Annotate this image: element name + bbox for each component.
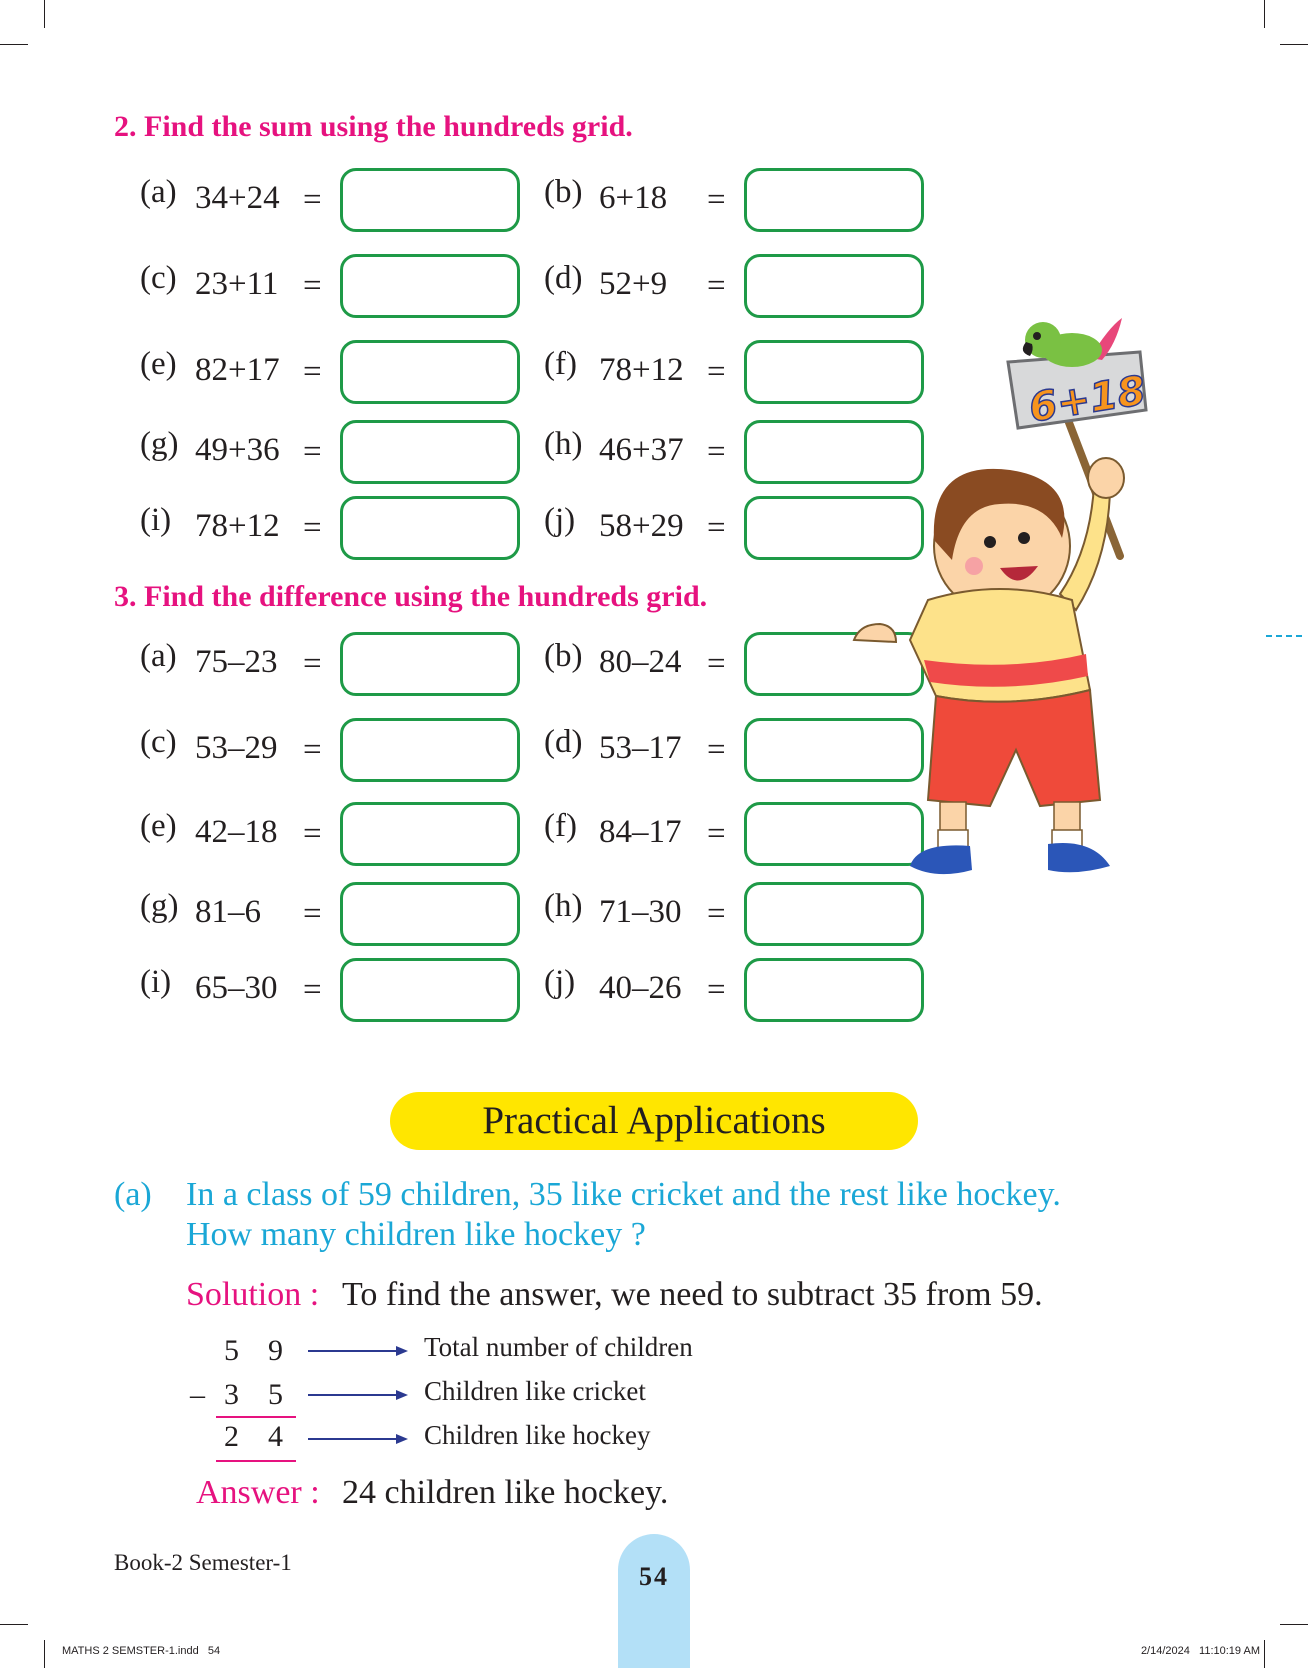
equals-sign: = (303, 510, 322, 546)
q3-heading: 3. Find the difference using the hundreds grid. (114, 580, 708, 613)
calc-row1-tens: 5 (224, 1334, 239, 1367)
item-expression: 49+36 (195, 432, 280, 468)
calc-row2-ones: 5 (268, 1378, 283, 1411)
answer-box[interactable] (340, 882, 520, 946)
boy-shoe-left (910, 845, 972, 874)
question-text-line2: How many children like hockey ? (186, 1216, 646, 1253)
print-timestamp: 2/14/2024 11:10:19 AM (1140, 1645, 1260, 1657)
boy-sock-left (938, 830, 968, 848)
q3-item-g (140, 882, 540, 946)
equals-sign: = (707, 816, 726, 852)
answer-box[interactable] (744, 254, 924, 318)
crop-mark (44, 1640, 45, 1668)
equals-sign: = (303, 434, 322, 470)
item-label: (e) (140, 808, 177, 844)
item-expression: 40–26 (599, 970, 682, 1006)
raised-hand (1088, 458, 1124, 498)
boy-with-sign-illustration (840, 310, 1150, 910)
answer-box[interactable] (744, 958, 924, 1022)
item-label: (a) (140, 174, 177, 210)
desc-hockey: Children like hockey (424, 1420, 651, 1450)
item-expression: 34+24 (195, 180, 280, 216)
item-label: (g) (140, 888, 179, 924)
calc-row2-tens: 3 (224, 1378, 239, 1411)
boy-shorts (928, 690, 1100, 806)
q2-item-g (140, 420, 540, 484)
answer-label: Answer : (196, 1474, 320, 1511)
arrow-right-icon (396, 1346, 408, 1356)
item-expression: 84–17 (599, 814, 682, 850)
boy-eye-right (1018, 532, 1030, 544)
item-label: (f) (544, 808, 577, 844)
practical-applications-banner: Practical Applications (390, 1092, 918, 1150)
q3-item-i (140, 958, 540, 1022)
item-label: (j) (544, 502, 576, 538)
item-label: (g) (140, 426, 179, 462)
crop-mark (1280, 1624, 1308, 1625)
item-expression: 78+12 (195, 508, 280, 544)
answer-box[interactable] (744, 168, 924, 232)
question-text-line1: In a class of 59 children, 35 like cricket and the rest like hockey. (186, 1176, 1061, 1213)
equals-sign: = (303, 268, 322, 304)
item-label: (d) (544, 260, 583, 296)
item-expression: 23+11 (195, 266, 279, 302)
q2-item-c (140, 254, 540, 318)
equals-sign: = (303, 896, 322, 932)
answer-box[interactable] (340, 958, 520, 1022)
q2-item-d (544, 254, 944, 318)
item-expression: 82+17 (195, 352, 280, 388)
answer-box[interactable] (340, 420, 520, 484)
item-label: (c) (140, 724, 177, 760)
item-label: (b) (544, 638, 583, 674)
calc-row1-ones: 9 (268, 1334, 283, 1367)
arrow-line (308, 1394, 398, 1396)
q3-item-j (544, 958, 944, 1022)
registration-dash (1266, 635, 1302, 637)
boy-eye-left (984, 536, 996, 548)
answer-box[interactable] (340, 718, 520, 782)
calc-row3-ones: 4 (268, 1420, 283, 1453)
item-expression: 6+18 (599, 180, 668, 216)
solution-text: To find the answer, we need to subtract 35 from 59. (342, 1276, 1043, 1313)
subtraction-calculation (180, 1330, 740, 1470)
arrow-line (308, 1438, 398, 1440)
item-label: (d) (544, 724, 583, 760)
equals-sign: = (303, 182, 322, 218)
item-label: (i) (140, 502, 172, 538)
book-label: Book-2 Semester-1 (114, 1550, 292, 1575)
file-slug: MATHS 2 SEMSTER-1.indd 54 (62, 1645, 221, 1657)
sign-text: 6+18 (1025, 367, 1149, 432)
arrow-line (308, 1350, 398, 1352)
boy-hand-on-box (854, 624, 896, 642)
q3-item-e (140, 802, 540, 866)
crop-mark (1264, 1640, 1265, 1668)
item-expression: 52+9 (599, 266, 668, 302)
item-expression: 80–24 (599, 644, 682, 680)
calc-row3-tens: 2 (224, 1420, 239, 1453)
q2-heading: 2. Find the sum using the hundreds grid. (114, 110, 633, 143)
calc-rule-top (216, 1416, 296, 1418)
arrow-right-icon (396, 1434, 408, 1444)
answer-box[interactable] (340, 168, 520, 232)
crop-mark (1264, 0, 1265, 28)
equals-sign: = (707, 732, 726, 768)
calc-minus-sign: – (190, 1378, 205, 1411)
equals-sign: = (303, 354, 322, 390)
answer-box[interactable] (340, 496, 520, 560)
crop-mark (1280, 44, 1308, 45)
q2-item-b (544, 168, 944, 232)
item-label: (e) (140, 346, 177, 382)
boy-shoe-right (1048, 843, 1110, 872)
answer-box[interactable] (340, 632, 520, 696)
boy-cheek (965, 557, 983, 575)
equals-sign: = (303, 732, 322, 768)
equals-sign: = (707, 354, 726, 390)
equals-sign: = (707, 510, 726, 546)
equals-sign: = (707, 646, 726, 682)
item-label: (a) (140, 638, 177, 674)
question-label: (a) (114, 1176, 152, 1213)
q2-item-i (140, 496, 540, 560)
q3-item-a (140, 632, 540, 696)
item-expression: 58+29 (599, 508, 684, 544)
q2-item-e (140, 340, 540, 404)
item-label: (i) (140, 964, 172, 1000)
solution-label: Solution : (186, 1276, 320, 1313)
equals-sign: = (303, 972, 322, 1008)
equals-sign: = (707, 268, 726, 304)
crop-mark (0, 44, 28, 45)
item-label: (b) (544, 174, 583, 210)
desc-total: Total number of children (424, 1332, 693, 1362)
equals-sign: = (303, 646, 322, 682)
item-expression: 71–30 (599, 894, 682, 930)
item-expression: 78+12 (599, 352, 684, 388)
crop-mark (44, 0, 45, 28)
item-expression: 42–18 (195, 814, 278, 850)
item-label: (j) (544, 964, 576, 1000)
item-expression: 81–6 (195, 894, 261, 930)
calc-rule-bottom (216, 1460, 296, 1462)
equals-sign: = (707, 972, 726, 1008)
arrow-right-icon (396, 1390, 408, 1400)
equals-sign: = (707, 896, 726, 932)
item-label: (f) (544, 346, 577, 382)
page-number: 54 (639, 1562, 669, 1591)
equals-sign: = (707, 434, 726, 470)
equals-sign: = (303, 816, 322, 852)
item-label: (c) (140, 260, 177, 296)
q3-item-c (140, 718, 540, 782)
item-expression: 75–23 (195, 644, 278, 680)
equals-sign: = (707, 182, 726, 218)
desc-cricket: Children like cricket (424, 1376, 646, 1406)
page-number-tab (618, 1534, 690, 1668)
item-expression: 53–17 (599, 730, 682, 766)
answer-box[interactable] (340, 340, 520, 404)
item-label: (h) (544, 426, 583, 462)
item-expression: 65–30 (195, 970, 278, 1006)
answer-box[interactable] (340, 802, 520, 866)
item-expression: 46+37 (599, 432, 684, 468)
answer-text: 24 children like hockey. (342, 1474, 669, 1511)
item-expression: 53–29 (195, 730, 278, 766)
item-label: (h) (544, 888, 583, 924)
crop-mark (0, 1624, 28, 1625)
answer-box[interactable] (340, 254, 520, 318)
